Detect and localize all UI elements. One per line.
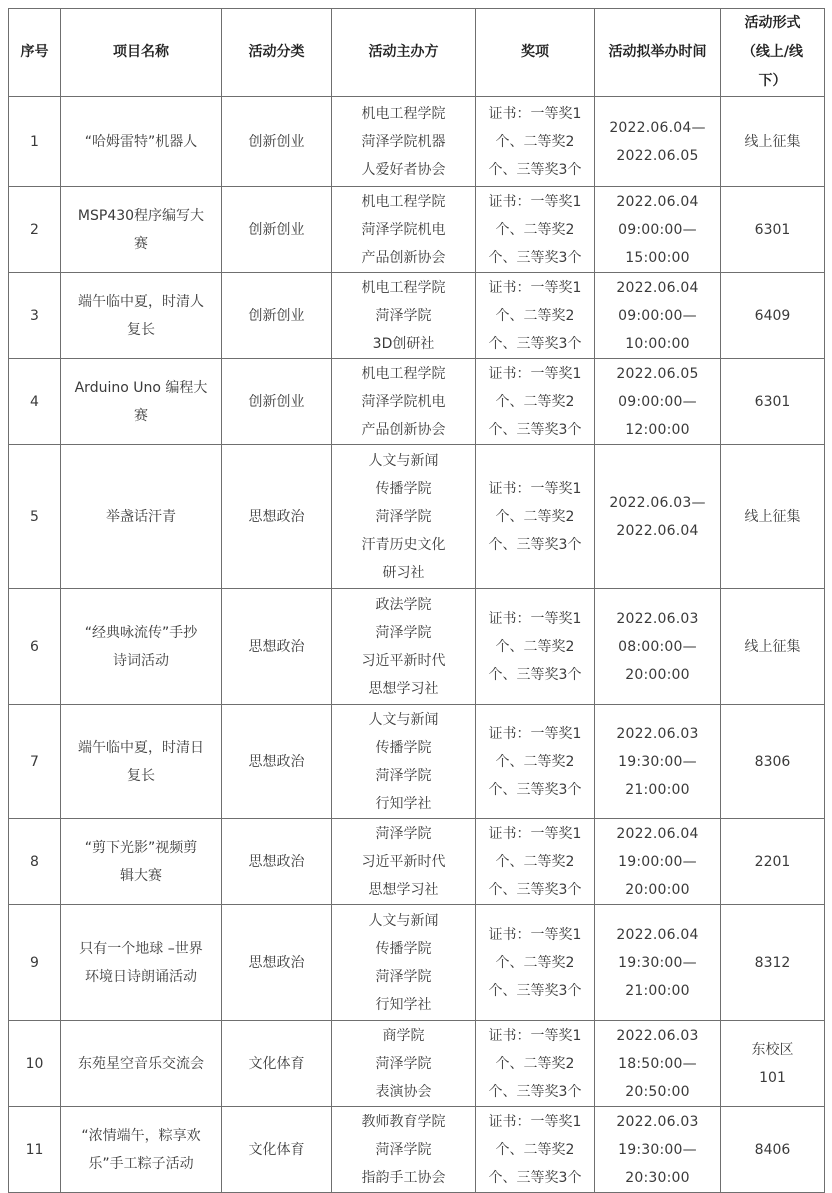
cell-award-line: 个、三等奖3个	[488, 249, 582, 266]
cell-index-text: 9	[30, 954, 39, 971]
header-category: 活动分类	[222, 9, 332, 97]
cell-format	[721, 589, 825, 705]
cell-format	[721, 1021, 825, 1107]
cell-organizer-line: 菏泽学院	[375, 1055, 432, 1072]
cell-time-line: 21:00:00	[625, 982, 690, 999]
cell-organizer-line: 菏泽学院机电	[361, 221, 446, 238]
cell-award-line: 个、三等奖3个	[488, 536, 582, 553]
cell-time	[595, 905, 721, 1021]
cell-organizer-line: 行知学社	[375, 795, 432, 812]
cell-time-line: 19:00:00—	[618, 853, 697, 870]
cell-time-line: 08:00:00—	[618, 638, 697, 655]
table-body	[9, 97, 825, 1193]
cell-award-line: 个、三等奖3个	[488, 335, 582, 352]
cell-award-line: 证书：一等奖1	[488, 480, 582, 497]
cell-organizer-line: 思想学习社	[368, 680, 439, 697]
cell-category-text: 创新创业	[248, 393, 305, 410]
cell-organizer-line: 传播学院	[375, 940, 432, 957]
cell-index	[9, 905, 61, 1021]
cell-name	[61, 1107, 222, 1193]
cell-category-text: 文化体育	[248, 1141, 305, 1158]
cell-award-line: 个、三等奖3个	[488, 1169, 582, 1186]
cell-category	[222, 1021, 332, 1107]
cell-format-line: 6301	[754, 393, 791, 410]
cell-format-line: 2201	[754, 853, 791, 870]
header-award: 奖项	[476, 9, 595, 97]
cell-time-line: 2022.06.03	[616, 1113, 699, 1130]
cell-organizer	[332, 819, 476, 905]
cell-award-line: 证书：一等奖1	[488, 193, 582, 210]
cell-time-line: 2022.06.04	[616, 193, 699, 210]
cell-organizer-line: 菏泽学院	[375, 968, 432, 985]
cell-award-line: 证书：一等奖1	[488, 365, 582, 382]
cell-format-line: 东校区	[751, 1041, 794, 1058]
cell-time-line: 2022.06.04	[616, 926, 699, 943]
table-row	[9, 1107, 825, 1193]
cell-category-text: 创新创业	[248, 133, 305, 150]
cell-name-line: 赛	[134, 235, 148, 252]
cell-name	[61, 905, 222, 1021]
cell-index-text: 11	[25, 1141, 44, 1158]
cell-time	[595, 589, 721, 705]
cell-organizer-line: 菏泽学院	[375, 508, 432, 525]
header-format: 活动形式 （线上/线 下）	[721, 9, 825, 97]
cell-index-text: 3	[30, 307, 39, 324]
cell-time-line: 09:00:00—	[618, 307, 697, 324]
cell-time-line: 2022.06.03	[616, 725, 699, 742]
cell-organizer-line: 表演协会	[375, 1083, 432, 1100]
table-row	[9, 97, 825, 187]
cell-category	[222, 589, 332, 705]
cell-name	[61, 273, 222, 359]
cell-format	[721, 819, 825, 905]
cell-index-text: 2	[30, 221, 39, 238]
cell-time	[595, 445, 721, 589]
cell-category-text: 思想政治	[248, 638, 305, 655]
cell-category-text: 创新创业	[248, 307, 305, 324]
cell-name-line: 举盏话汗青	[106, 508, 176, 525]
cell-index	[9, 97, 61, 187]
table-row	[9, 589, 825, 705]
cell-index	[9, 359, 61, 445]
cell-category	[222, 445, 332, 589]
cell-award	[476, 187, 595, 273]
cell-category	[222, 1107, 332, 1193]
cell-name-line: 复长	[127, 767, 155, 784]
cell-name	[61, 819, 222, 905]
table-row	[9, 187, 825, 273]
cell-time	[595, 187, 721, 273]
cell-organizer-line: 菏泽学院机电	[361, 393, 446, 410]
cell-index-text: 8	[30, 853, 39, 870]
cell-name-line: 诗词活动	[113, 652, 169, 669]
cell-organizer-line: 商学院	[382, 1027, 425, 1044]
cell-format-line: 8406	[754, 1141, 791, 1158]
cell-organizer	[332, 359, 476, 445]
cell-category-text: 文化体育	[248, 1055, 305, 1072]
cell-time-line: 2022.06.03	[616, 1027, 699, 1044]
cell-time-line: 09:00:00—	[618, 393, 697, 410]
cell-award-line: 个、二等奖2	[495, 133, 575, 150]
cell-organizer-line: 研习社	[382, 564, 425, 581]
cell-name	[61, 187, 222, 273]
cell-organizer-line: 菏泽学院	[375, 307, 432, 324]
cell-index-text: 7	[30, 753, 39, 770]
cell-time-line: 21:00:00	[625, 781, 690, 798]
cell-name	[61, 705, 222, 819]
cell-category	[222, 187, 332, 273]
cell-organizer-line: 机电工程学院	[361, 279, 446, 296]
cell-format-line: 8312	[754, 954, 791, 971]
cell-format	[721, 1107, 825, 1193]
cell-time-line: 2022.06.04	[616, 522, 699, 539]
cell-award-line: 证书：一等奖1	[488, 610, 582, 627]
cell-name-line: MSP430程序编写大	[77, 207, 205, 224]
cell-award-line: 个、二等奖2	[495, 853, 575, 870]
cell-time-line: 2022.06.04	[616, 279, 699, 296]
cell-name-line: 乐”手工粽子活动	[88, 1155, 194, 1172]
cell-name-line: 只有一个地球 –世界	[79, 940, 203, 957]
cell-organizer-line: 产品创新协会	[361, 249, 446, 266]
cell-organizer-line: 机电工程学院	[361, 365, 446, 382]
cell-organizer-line: 思想学习社	[368, 881, 439, 898]
cell-organizer-line: 习近平新时代	[361, 853, 446, 870]
cell-index	[9, 1021, 61, 1107]
cell-organizer	[332, 905, 476, 1021]
cell-organizer-line: 习近平新时代	[361, 652, 446, 669]
cell-organizer-line: 3D创研社	[372, 335, 435, 352]
cell-name-line: 辑大赛	[120, 867, 162, 884]
cell-time-line: 20:00:00	[625, 881, 690, 898]
cell-organizer-line: 行知学社	[375, 996, 432, 1013]
cell-award-line: 个、二等奖2	[495, 307, 575, 324]
cell-time	[595, 273, 721, 359]
cell-award-line: 个、二等奖2	[495, 753, 575, 770]
cell-organizer-line: 政法学院	[375, 596, 432, 613]
cell-index	[9, 705, 61, 819]
cell-name-line: “浓情端午，粽享欢	[81, 1127, 201, 1144]
table-row	[9, 905, 825, 1021]
cell-format-line: 线上征集	[744, 508, 801, 525]
cell-category-text: 思想政治	[248, 508, 305, 525]
cell-time-line: 10:00:00	[625, 335, 690, 352]
cell-name	[61, 589, 222, 705]
cell-format-line: 线上征集	[744, 638, 801, 655]
cell-name-line: 复长	[127, 321, 155, 338]
header-time: 活动拟举办时间	[595, 9, 721, 97]
cell-award	[476, 273, 595, 359]
cell-name	[61, 359, 222, 445]
cell-category	[222, 97, 332, 187]
cell-name-line: “剪下光影”视频剪	[84, 839, 198, 856]
cell-organizer	[332, 705, 476, 819]
cell-organizer-line: 教师教育学院	[361, 1113, 446, 1130]
cell-time-line: 20:30:00	[625, 1169, 690, 1186]
cell-name	[61, 97, 222, 187]
cell-award-line: 个、二等奖2	[495, 508, 575, 525]
cell-organizer	[332, 1107, 476, 1193]
cell-index	[9, 445, 61, 589]
cell-time-line: 19:30:00—	[618, 1141, 697, 1158]
cell-time-line: 2022.06.05	[616, 365, 699, 382]
cell-index	[9, 589, 61, 705]
cell-time-line: 12:00:00	[625, 421, 690, 438]
cell-award-line: 证书：一等奖1	[488, 725, 582, 742]
cell-format	[721, 445, 825, 589]
cell-category-text: 思想政治	[248, 954, 305, 971]
cell-award	[476, 705, 595, 819]
cell-organizer-line: 传播学院	[375, 739, 432, 756]
cell-award	[476, 819, 595, 905]
table-row	[9, 1021, 825, 1107]
cell-award-line: 个、三等奖3个	[488, 982, 582, 999]
cell-award-line: 证书：一等奖1	[488, 825, 582, 842]
cell-name-line: 环境日诗朗诵活动	[85, 968, 197, 985]
cell-format-line: 6301	[754, 221, 791, 238]
cell-time-line: 19:30:00—	[618, 954, 697, 971]
cell-category	[222, 819, 332, 905]
cell-time	[595, 97, 721, 187]
cell-time	[595, 819, 721, 905]
cell-organizer-line: 人文与新闻	[368, 912, 439, 929]
cell-index-text: 1	[30, 133, 39, 150]
cell-category	[222, 905, 332, 1021]
cell-award	[476, 445, 595, 589]
cell-organizer	[332, 187, 476, 273]
cell-award-line: 个、三等奖3个	[488, 161, 582, 178]
cell-award-line: 证书：一等奖1	[488, 1113, 582, 1130]
cell-category-text: 思想政治	[248, 753, 305, 770]
header-name: 项目名称	[61, 9, 222, 97]
cell-organizer	[332, 273, 476, 359]
cell-name-line: “哈姆雷特”机器人	[84, 133, 198, 150]
cell-organizer	[332, 445, 476, 589]
cell-format	[721, 187, 825, 273]
cell-award	[476, 359, 595, 445]
cell-award-line: 个、三等奖3个	[488, 781, 582, 798]
cell-name-line: 端午临中夏，时清人	[78, 293, 204, 310]
cell-time-line: 20:00:00	[625, 666, 690, 683]
cell-organizer-line: 汗青历史文化	[361, 536, 446, 553]
cell-time-line: 19:30:00—	[618, 753, 697, 770]
cell-format	[721, 905, 825, 1021]
cell-index-text: 6	[30, 638, 39, 655]
cell-award	[476, 1107, 595, 1193]
cell-organizer-line: 菏泽学院	[375, 825, 432, 842]
cell-time-line: 2022.06.03—	[609, 494, 706, 511]
cell-name-line: Arduino Uno 编程大	[74, 379, 208, 396]
cell-time-line: 2022.06.04—	[609, 119, 706, 136]
cell-category	[222, 273, 332, 359]
cell-category	[222, 705, 332, 819]
cell-award-line: 证书：一等奖1	[488, 926, 582, 943]
cell-format-line: 线上征集	[744, 133, 801, 150]
cell-award	[476, 905, 595, 1021]
cell-organizer-line: 人文与新闻	[368, 711, 439, 728]
cell-category-text: 思想政治	[248, 853, 305, 870]
cell-time-line: 2022.06.03	[616, 610, 699, 627]
cell-award-line: 个、三等奖3个	[488, 666, 582, 683]
cell-time-line: 20:50:00	[625, 1083, 690, 1100]
cell-index	[9, 187, 61, 273]
cell-category	[222, 359, 332, 445]
cell-category-text: 创新创业	[248, 221, 305, 238]
table-row	[9, 705, 825, 819]
cell-index	[9, 819, 61, 905]
cell-award-line: 证书：一等奖1	[488, 1027, 582, 1044]
cell-index-text: 5	[30, 508, 39, 525]
cell-organizer-line: 机电工程学院	[361, 193, 446, 210]
cell-format	[721, 273, 825, 359]
cell-index	[9, 273, 61, 359]
cell-time-line: 15:00:00	[625, 249, 690, 266]
cell-format	[721, 705, 825, 819]
cell-award-line: 个、三等奖3个	[488, 421, 582, 438]
cell-award-line: 个、三等奖3个	[488, 1083, 582, 1100]
cell-organizer-line: 机电工程学院	[361, 105, 446, 122]
cell-organizer-line: 菏泽学院	[375, 1141, 432, 1158]
cell-name-line: 端午临中夏，时清日	[78, 739, 204, 756]
cell-award-line: 个、二等奖2	[495, 393, 575, 410]
table-row	[9, 273, 825, 359]
cell-format-line: 101	[759, 1069, 786, 1086]
cell-name-line: 赛	[134, 407, 148, 424]
cell-time-line: 2022.06.04	[616, 825, 699, 842]
table-header-row	[9, 9, 825, 97]
cell-award-line: 个、二等奖2	[495, 221, 575, 238]
cell-time-line: 09:00:00—	[618, 221, 697, 238]
cell-organizer	[332, 1021, 476, 1107]
cell-time	[595, 359, 721, 445]
cell-index	[9, 1107, 61, 1193]
cell-name	[61, 1021, 222, 1107]
header-organizer: 活动主办方	[332, 9, 476, 97]
cell-organizer-line: 菏泽学院	[375, 624, 432, 641]
cell-award-line: 证书：一等奖1	[488, 105, 582, 122]
cell-name	[61, 445, 222, 589]
cell-organizer	[332, 97, 476, 187]
table-row	[9, 359, 825, 445]
cell-organizer-line: 指韵手工协会	[361, 1169, 446, 1186]
cell-time	[595, 1107, 721, 1193]
table-row	[9, 819, 825, 905]
cell-time	[595, 705, 721, 819]
cell-organizer-line: 传播学院	[375, 480, 432, 497]
cell-award-line: 个、二等奖2	[495, 954, 575, 971]
cell-award-line: 证书：一等奖1	[488, 279, 582, 296]
cell-time	[595, 1021, 721, 1107]
cell-award-line: 个、二等奖2	[495, 638, 575, 655]
document-page	[8, 8, 825, 1193]
cell-name-line: “经典咏流传”手抄	[84, 624, 198, 641]
cell-award-line: 个、三等奖3个	[488, 881, 582, 898]
header-index: 序号	[9, 9, 61, 97]
cell-format-line: 6409	[754, 307, 791, 324]
cell-organizer-line: 菏泽学院	[375, 767, 432, 784]
cell-award-line: 个、二等奖2	[495, 1055, 575, 1072]
cell-time-line: 18:50:00—	[618, 1055, 697, 1072]
cell-index-text: 10	[25, 1055, 44, 1072]
cell-award-line: 个、二等奖2	[495, 1141, 575, 1158]
cell-organizer-line: 产品创新协会	[361, 421, 446, 438]
cell-organizer-line: 人爱好者协会	[361, 161, 446, 178]
cell-name-line: 东苑星空音乐交流会	[78, 1055, 204, 1072]
cell-award	[476, 1021, 595, 1107]
cell-index-text: 4	[30, 393, 39, 410]
cell-format	[721, 97, 825, 187]
cell-award	[476, 97, 595, 187]
cell-organizer-line: 人文与新闻	[368, 452, 439, 469]
cell-format	[721, 359, 825, 445]
activity-table	[8, 8, 825, 1193]
table-row	[9, 445, 825, 589]
cell-organizer-line: 菏泽学院机器	[361, 133, 446, 150]
cell-format-line: 8306	[754, 753, 791, 770]
cell-organizer	[332, 589, 476, 705]
cell-time-line: 2022.06.05	[616, 147, 699, 164]
cell-award	[476, 589, 595, 705]
